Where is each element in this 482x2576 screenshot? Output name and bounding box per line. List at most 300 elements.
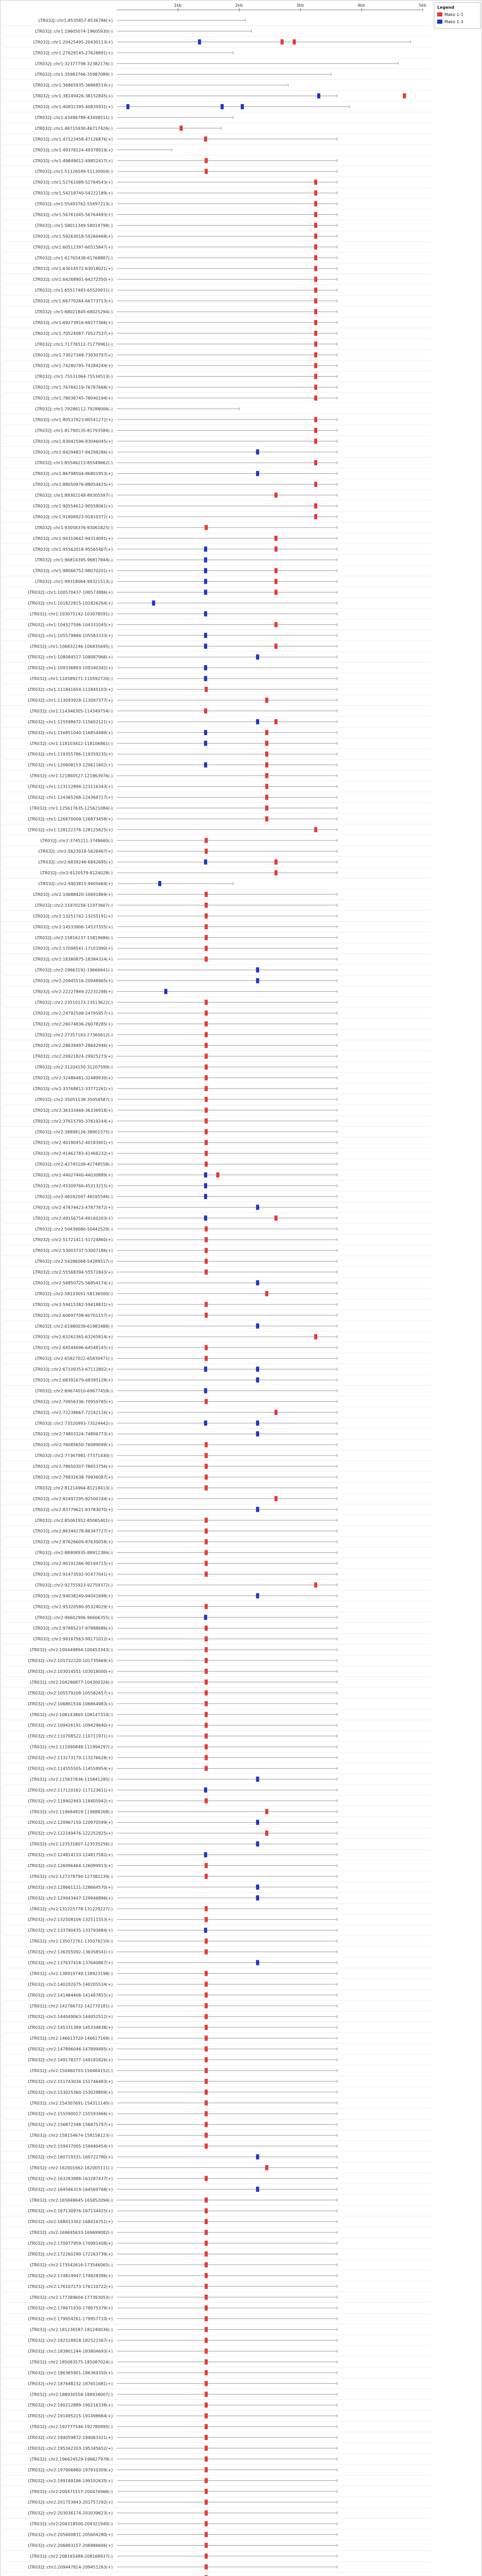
motif-site-mako-1-1[interactable] [204,2413,208,2418]
motif-site-mako-1-1[interactable] [204,1021,208,1026]
motif-site-mako-1-1[interactable] [274,568,278,573]
motif-site-mako-1-1[interactable] [204,2014,208,2019]
row-label: LTR032J::chr1:110589271-110592720(-) [30,676,113,682]
motif-site-mako-1-1[interactable] [204,1518,208,1523]
motif-site-mako-1-1[interactable] [204,1669,208,1674]
motif-site-mako-1-1[interactable] [314,417,317,422]
motif-site-mako-1-1[interactable] [204,2435,208,2440]
motif-site-mako-1-1[interactable] [204,1129,208,1134]
motif-site-mako-1-1[interactable] [204,1971,208,1976]
motif-site-mako-1-1[interactable] [314,396,317,401]
motif-site-mako-1-1[interactable] [204,1690,208,1696]
motif-site-mako-1-1[interactable] [204,2424,208,2429]
motif-site-mako-1-1[interactable] [314,266,317,271]
track-row [3,1755,431,1763]
motif-site-mako-1-1[interactable] [204,2306,208,2311]
motif-site-mako-1-3[interactable] [204,611,207,616]
motif-site-mako-1-1[interactable] [204,2521,208,2527]
motif-site-mako-1-1[interactable] [265,752,268,757]
motif-site-mako-1-1[interactable] [204,2532,208,2537]
motif-site-mako-1-1[interactable] [314,352,317,358]
motif-site-mako-1-1[interactable] [204,2068,208,2073]
motif-site-mako-1-1[interactable] [314,212,317,217]
motif-site-mako-1-3[interactable] [204,547,207,552]
motif-site-mako-1-3[interactable] [204,1420,207,1426]
motif-site-mako-1-3[interactable] [204,568,207,573]
motif-site-mako-1-3[interactable] [256,1205,259,1210]
motif-site-mako-1-1[interactable] [204,1798,208,1803]
motif-site-mako-1-1[interactable] [265,773,268,778]
row-label: LTR032J::chr2:82497295-82500744(+) [33,1496,113,1501]
motif-site-mako-1-3[interactable] [256,471,259,476]
motif-site-mako-1-1[interactable] [204,2057,208,2062]
motif-site-mako-1-1[interactable] [265,762,268,768]
motif-site-mako-1-1[interactable] [314,201,317,207]
motif-site-mako-1-1[interactable] [204,1561,208,1566]
track-row [3,1658,431,1666]
motif-site-mako-1-3[interactable] [204,1183,207,1188]
track-row [3,1571,431,1579]
motif-site-mako-1-1[interactable] [204,2036,208,2041]
motif-site-mako-1-3[interactable] [256,1431,259,1436]
motif-site-mako-1-3[interactable] [204,665,207,670]
motif-site-mako-1-1[interactable] [293,39,296,44]
motif-site-mako-1-1[interactable] [204,1658,208,1663]
motif-site-mako-1-1[interactable] [204,2359,208,2364]
motif-site-mako-1-1[interactable] [204,1529,208,1534]
track-row [3,2165,431,2173]
motif-site-mako-1-1[interactable] [204,1712,208,1717]
track-row [3,1043,431,1050]
row-label: LTR032J::chr2:135072761-135076210(-) [30,1939,113,1944]
row-label: LTR032J::chr2:177389604-177393053(-) [30,2295,113,2300]
motif-site-mako-1-3[interactable] [256,1377,259,1382]
motif-site-mako-1-1[interactable] [274,547,278,552]
motif-site-mako-1-1[interactable] [204,2111,208,2116]
motif-site-mako-1-3[interactable] [256,1885,259,1890]
motif-site-mako-1-3[interactable] [256,1593,259,1598]
track-row [3,913,431,921]
motif-site-mako-1-3[interactable] [317,93,320,98]
row-label: LTR032J::chr2:188930558-188934007(-) [30,2392,113,2397]
motif-site-mako-1-3[interactable] [158,881,161,886]
motif-site-mako-1-1[interactable] [204,2381,208,2386]
motif-site-mako-1-1[interactable] [274,859,278,865]
motif-site-mako-1-1[interactable] [204,169,208,174]
row-label: LTR032J::chr2:167130976-167134425(+) [28,2209,113,2214]
motif-site-mako-1-3[interactable] [256,2154,259,2159]
motif-site-mako-1-1[interactable] [204,1723,208,1728]
row-label: LTR032J::chr2:205600831-205604280(+) [28,2532,113,2537]
motif-site-mako-1-1[interactable] [274,590,278,595]
track-row [3,1410,431,1417]
motif-site-mako-1-1[interactable] [204,1118,208,1124]
motif-site-mako-1-3[interactable] [256,1895,259,1901]
motif-site-mako-1-1[interactable] [265,1831,268,1836]
motif-site-mako-1-1[interactable] [265,805,268,810]
motif-site-mako-1-1[interactable] [204,1680,208,1685]
motif-site-mako-1-1[interactable] [314,503,317,509]
motif-site-mako-1-1[interactable] [314,438,317,444]
motif-site-mako-1-1[interactable] [274,1496,278,1501]
motif-site-mako-1-1[interactable] [204,1604,208,1609]
track-row [3,1205,431,1212]
motif-site-mako-1-3[interactable] [204,1615,207,1620]
track-row [3,1086,431,1094]
row-label: LTR032J::chr1:89302148-89305597(-) [35,493,113,498]
motif-site-mako-1-1[interactable] [204,1766,208,1771]
motif-site-mako-1-3[interactable] [204,730,207,735]
motif-site-mako-1-1[interactable] [204,1140,208,1145]
track-row [3,1787,431,1795]
motif-site-mako-1-3[interactable] [204,633,207,638]
motif-site-mako-1-1[interactable] [204,1010,208,1015]
motif-site-mako-1-1[interactable] [204,687,208,692]
motif-site-mako-1-1[interactable] [274,622,278,627]
motif-site-mako-1-3[interactable] [220,104,223,109]
motif-site-mako-1-3[interactable] [256,1420,259,1426]
row-label: LTR032J::chr1:104327596-104331045(+) [28,622,113,628]
motif-site-mako-1-1[interactable] [204,1550,208,1555]
motif-site-mako-1-1[interactable] [204,2230,208,2235]
motif-site-mako-1-1[interactable] [274,1410,278,1415]
motif-site-mako-1-1[interactable] [204,1162,208,1167]
motif-site-mako-1-1[interactable] [265,784,268,789]
motif-site-mako-1-1[interactable] [204,1701,208,1706]
motif-site-mako-1-1[interactable] [204,2500,208,2505]
motif-site-mako-1-1[interactable] [204,2402,208,2408]
motif-site-mako-1-1[interactable] [204,1939,208,1944]
motif-site-mako-1-1[interactable] [204,2046,208,2052]
track-row [3,1097,431,1105]
motif-site-mako-1-1[interactable] [314,331,317,336]
track-row [3,999,431,1007]
row-label: LTR032J::chr1:27628145-27628891(+) [33,50,113,56]
motif-site-mako-1-1[interactable] [314,244,317,249]
motif-site-mako-1-1[interactable] [204,1086,208,1091]
motif-site-mako-1-1[interactable] [274,719,278,724]
track-row [3,1183,431,1191]
motif-site-mako-1-1[interactable] [204,946,208,951]
motif-site-mako-1-3[interactable] [164,989,167,994]
motif-site-mako-1-1[interactable] [314,428,317,433]
motif-site-mako-1-1[interactable] [314,255,317,260]
motif-site-mako-1-1[interactable] [314,309,317,314]
motif-site-mako-1-3[interactable] [256,968,259,973]
track-row [3,2370,431,2378]
motif-site-mako-1-1[interactable] [204,2133,208,2138]
motif-site-mako-1-1[interactable] [204,158,208,163]
track-row [3,1744,431,1752]
motif-site-mako-1-1[interactable] [314,482,317,487]
motif-site-mako-1-1[interactable] [204,1734,208,1739]
motif-site-mako-1-3[interactable] [204,1194,207,1199]
motif-site-mako-1-1[interactable] [204,2176,208,2181]
motif-site-mako-1-1[interactable] [180,126,183,131]
motif-site-mako-1-3[interactable] [256,1841,259,1846]
track-row [3,2133,431,2141]
motif-site-mako-1-1[interactable] [204,2564,208,2569]
motif-site-mako-1-1[interactable] [274,536,278,541]
motif-site-mako-1-3[interactable] [256,449,259,454]
motif-site-mako-1-1[interactable] [314,1582,317,1587]
motif-site-mako-1-1[interactable] [204,1043,208,1048]
motif-site-mako-1-1[interactable] [204,525,208,530]
motif-site-mako-1-1[interactable] [204,1906,208,1911]
row-label: LTR032J::chr2:38898126-38901575(-) [35,1129,113,1134]
motif-site-mako-1-3[interactable] [204,1928,207,1933]
motif-site-mako-1-1[interactable] [314,223,317,228]
motif-site-mako-1-1[interactable] [204,2316,208,2321]
motif-site-mako-1-3[interactable] [204,1215,207,1221]
track-row [3,2079,431,2087]
motif-site-mako-1-1[interactable] [204,903,208,908]
motif-site-mako-1-1[interactable] [204,2003,208,2008]
motif-site-mako-1-1[interactable] [204,999,208,1005]
motif-site-mako-1-3[interactable] [256,978,259,984]
track-row [3,1237,431,1245]
motif-site-mako-1-3[interactable] [256,1280,259,1285]
motif-site-mako-1-1[interactable] [204,2478,208,2483]
motif-site-mako-1-1[interactable] [204,1475,208,1480]
motif-site-mako-1-1[interactable] [265,1291,268,1296]
motif-site-mako-1-1[interactable] [204,2295,208,2300]
motif-site-mako-1-1[interactable] [314,374,317,379]
motif-site-mako-1-1[interactable] [204,1248,208,1253]
motif-site-mako-1-1[interactable] [204,1108,208,1113]
motif-site-mako-1-1[interactable] [265,2165,268,2170]
motif-site-mako-1-1[interactable] [204,1054,208,1059]
track-row [3,1917,431,1925]
track-row [3,1615,431,1622]
motif-site-mako-1-1[interactable] [204,1032,208,1037]
motif-site-mako-1-1[interactable] [204,1442,208,1447]
motif-site-mako-1-1[interactable] [204,2446,208,2451]
motif-site-mako-1-3[interactable] [152,600,155,605]
motif-site-mako-1-3[interactable] [256,2187,259,2192]
motif-site-mako-1-1[interactable] [204,2348,208,2353]
motif-site-mako-1-1[interactable] [204,1874,208,1879]
motif-site-mako-1-3[interactable] [204,1367,207,1372]
motif-site-mako-1-1[interactable] [314,342,317,347]
motif-site-mako-1-1[interactable] [204,924,208,929]
motif-site-mako-1-1[interactable] [204,137,207,142]
motif-site-mako-1-1[interactable] [274,493,278,498]
motif-site-mako-1-1[interactable] [204,2392,208,2397]
motif-site-mako-1-1[interactable] [314,298,317,303]
motif-site-mako-1-1[interactable] [265,741,268,746]
motif-site-mako-1-1[interactable] [314,287,317,293]
motif-site-mako-1-1[interactable] [204,2251,208,2257]
track-row [3,1809,431,1817]
motif-site-mako-1-3[interactable] [256,1776,259,1782]
row-label: LTR032J::chr2:109426191-109429640(+) [28,1723,113,1728]
motif-site-mako-1-1[interactable] [204,2456,208,2462]
motif-site-mako-1-1[interactable] [204,1453,208,1458]
motif-site-mako-1-1[interactable] [204,1539,208,1545]
motif-site-mako-1-3[interactable] [256,1324,259,1329]
motif-site-mako-1-1[interactable] [314,827,317,832]
motif-site-mako-1-1[interactable] [204,935,208,940]
motif-site-mako-1-1[interactable] [314,191,317,196]
row-label: LTR032J::chr2:133790435-133793884(+) [28,1928,113,1933]
motif-site-mako-1-3[interactable] [204,557,207,563]
motif-site-mako-1-1[interactable] [204,1345,208,1350]
motif-site-mako-1-1[interactable] [314,460,317,465]
motif-site-mako-1-1[interactable] [204,2079,208,2084]
motif-site-mako-1-1[interactable] [204,1269,208,1275]
motif-site-mako-1-1[interactable] [204,1259,208,1264]
motif-site-mako-1-1[interactable] [204,1636,208,1641]
motif-site-mako-1-1[interactable] [274,579,278,584]
motif-site-mako-1-1[interactable] [204,838,208,843]
motif-site-mako-1-1[interactable] [204,1097,208,1102]
motif-site-mako-1-1[interactable] [204,2511,208,2516]
motif-site-mako-1-1[interactable] [274,1215,278,1221]
motif-site-mako-1-1[interactable] [204,1755,208,1760]
track-row [3,1950,431,1957]
motif-site-mako-1-3[interactable] [256,1507,259,1512]
motif-site-mako-1-1[interactable] [204,2338,208,2343]
track-row [3,1334,431,1342]
track-row [3,633,431,640]
track-row [3,805,431,813]
motif-site-mako-1-1[interactable] [314,363,317,368]
motif-site-mako-1-1[interactable] [265,1809,268,1814]
motif-site-mako-1-1[interactable] [204,1464,208,1469]
motif-site-mako-1-3[interactable] [204,1852,207,1857]
motif-site-mako-1-1[interactable] [204,1075,208,1080]
motif-site-mako-1-1[interactable] [204,849,208,854]
track-row [3,1194,431,1201]
motif-site-mako-1-3[interactable] [204,579,207,584]
row-label: LTR032J::chr2:203036174-203039623(+) [28,2511,113,2516]
motif-site-mako-1-1[interactable] [204,1647,208,1652]
motif-site-mako-1-1[interactable] [204,2284,208,2289]
motif-site-mako-1-1[interactable] [204,2553,208,2558]
motif-site-mako-1-3[interactable] [204,643,207,649]
track-row [3,2435,431,2443]
motif-site-mako-1-1[interactable] [265,816,268,821]
motif-site-mako-1-3[interactable] [126,104,129,109]
motif-site-mako-1-1[interactable] [204,1625,208,1631]
motif-site-mako-1-3[interactable] [241,104,244,109]
motif-site-mako-1-1[interactable] [274,643,278,649]
motif-site-mako-1-1[interactable] [204,2208,208,2213]
motif-site-mako-1-3[interactable] [256,654,259,659]
motif-site-mako-1-1[interactable] [204,2543,208,2548]
motif-site-mako-1-1[interactable] [204,2273,208,2278]
legend-label-a: Mako 1-1 [444,12,463,17]
track-row [3,579,431,587]
motif-site-mako-1-1[interactable] [204,1151,208,1156]
track-row [3,428,431,435]
motif-site-mako-1-3[interactable] [204,676,207,681]
motif-site-mako-1-1[interactable] [314,514,317,519]
motif-site-mako-1-1[interactable] [204,1744,208,1750]
motif-site-mako-1-1[interactable] [314,320,317,325]
row-label: LTR032J::chr2:59415382-59418831(+) [33,1302,113,1307]
motif-site-mako-1-1[interactable] [204,2100,208,2106]
track-row [3,752,431,759]
motif-site-mako-1-3[interactable] [204,1787,207,1792]
motif-site-mako-1-1[interactable] [204,1485,208,1490]
motif-site-mako-1-1[interactable] [204,2122,208,2127]
motif-site-mako-1-1[interactable] [204,2219,208,2224]
motif-site-mako-1-1[interactable] [265,698,268,703]
track-row [3,1647,431,1655]
motif-site-mako-1-3[interactable] [256,719,259,724]
row-label: LTR032J::chr2:10688420-10691869(+) [33,892,113,897]
motif-site-mako-1-1[interactable] [204,2144,208,2149]
motif-site-mako-1-1[interactable] [216,1173,219,1178]
motif-site-mako-1-1[interactable] [314,180,317,185]
motif-site-mako-1-3[interactable] [204,859,207,865]
motif-site-mako-1-1[interactable] [204,708,207,714]
motif-site-mako-1-1[interactable] [204,892,208,897]
track-row [3,1539,431,1547]
motif-site-mako-1-1[interactable] [314,1334,317,1340]
motif-site-mako-1-1[interactable] [204,1399,208,1404]
track-row [3,1981,431,1989]
motif-site-mako-1-1[interactable] [314,385,317,390]
motif-site-mako-1-3[interactable] [204,1173,207,1178]
motif-site-mako-1-1[interactable] [204,2327,208,2332]
motif-site-mako-1-3[interactable] [256,1820,259,1825]
motif-site-mako-1-3[interactable] [204,590,207,595]
motif-site-mako-1-1[interactable] [204,2370,208,2375]
motif-site-mako-1-1[interactable] [265,794,268,800]
motif-site-mako-1-1[interactable] [204,2241,208,2246]
motif-site-mako-1-1[interactable] [204,2197,208,2202]
motif-site-mako-1-1[interactable] [314,277,317,282]
motif-site-mako-1-1[interactable] [265,730,268,735]
motif-site-mako-1-1[interactable] [204,1302,208,1307]
motif-site-mako-1-3[interactable] [256,1960,259,1965]
motif-site-mako-1-1[interactable] [204,2467,208,2472]
motif-site-mako-1-1[interactable] [204,957,208,962]
motif-site-mako-1-1[interactable] [204,1226,208,1231]
motif-site-mako-1-1[interactable] [281,39,284,44]
motif-site-mako-1-1[interactable] [204,1917,208,1922]
motif-site-mako-1-1[interactable] [204,1237,208,1242]
motif-site-mako-1-1[interactable] [204,1313,208,1318]
motif-site-mako-1-3[interactable] [198,39,201,44]
motif-site-mako-1-1[interactable] [314,233,317,239]
motif-site-mako-1-1[interactable] [204,2489,208,2494]
row-label: LTR032J::chr1:54218740-54222189(+) [33,191,113,196]
motif-site-mako-1-1[interactable] [274,870,278,875]
motif-site-mako-1-1[interactable] [204,2262,208,2267]
motif-site-mako-1-1[interactable] [204,1950,208,1955]
motif-site-mako-1-1[interactable] [204,1981,208,1987]
motif-site-mako-1-3[interactable] [204,762,207,768]
motif-site-mako-1-3[interactable] [256,1367,259,1372]
motif-site-mako-1-1[interactable] [204,913,208,919]
motif-site-mako-1-3[interactable] [204,741,207,746]
track-row [3,2553,431,2561]
motif-site-mako-1-3[interactable] [204,1388,207,1393]
motif-site-mako-1-1[interactable] [204,2025,208,2030]
motif-site-mako-1-1[interactable] [204,1064,208,1070]
motif-site-mako-1-1[interactable] [204,1356,208,1361]
motif-site-mako-1-1[interactable] [204,1571,208,1577]
motif-site-mako-1-1[interactable] [204,2090,208,2095]
motif-site-mako-1-1[interactable] [403,93,406,98]
motif-site-mako-1-1[interactable] [204,1992,208,1997]
motif-site-mako-1-1[interactable] [204,1863,208,1868]
track-row [3,1464,431,1471]
